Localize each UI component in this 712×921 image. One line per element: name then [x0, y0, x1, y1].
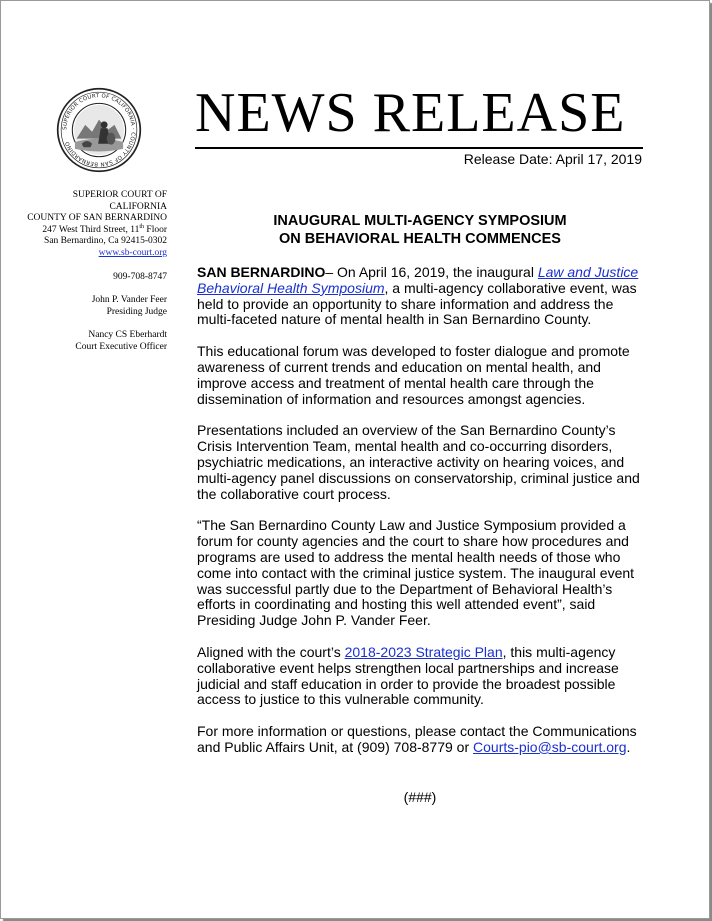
court-name-line: CALIFORNIA — [109, 201, 167, 212]
court-name-line: SUPERIOR COURT OF — [72, 190, 167, 200]
article-title — [197, 212, 643, 248]
paragraph-forum: This educational forum was developed to foster dialogue and promote awareness of current trends and education on mental health, and improve access and treatment of mental health care through the dissemination of information and resources amongst agencies. — [197, 343, 630, 407]
contact-email-link[interactable]: Courts-pio@sb-court.org — [473, 738, 627, 755]
presiding-judge-name: John P. Vander Feer — [91, 295, 167, 306]
court-info-sidebar — [19, 190, 167, 354]
court-phone: 909-708-8747 — [113, 271, 167, 282]
header-divider — [195, 147, 643, 149]
court-city: San Bernardino, Ca 92415-0302 — [44, 236, 167, 247]
paragraph-intro: SAN BERNARDINO– On April 16, 2019, the inaugural Law and Justice Behavioral Health Symposium, a multi-agency collaborative event, was held to provide an opportunity to share information and address the multi-faceted nature of mental health in San Bernardino County. — [197, 264, 639, 328]
symposium-link[interactable]: Law and Justice Behavioral Health Symposium — [197, 264, 639, 296]
end-mark: (###) — [403, 789, 437, 805]
news-release-heading: NEWS RELEASE — [195, 82, 626, 144]
paragraph-strategic-plan: Aligned with the court’s 2018-2023 Strategic Plan, this multi-agency collaborative event helps strengthen local partnerships and increase judicial and staff education in order to provide the broadest possible access to justice to this vulnerable community. — [197, 643, 619, 708]
dateline: SAN BERNARDINO — [197, 264, 326, 280]
article-body — [197, 265, 647, 772]
release-date: Release Date: April 17, 2019 — [463, 151, 642, 167]
paragraph-presentations: Presentations included an overview of the San Bernardino County’s Crisis Intervention Team, mental health and co-occurring disorders, psychiatric medications, an interactive activity on hearing voices, and multi-agency panel discussions on conservatorship, criminal justice and the collaborative court process. — [197, 422, 640, 502]
court-website-link[interactable]: www.sb-court.org — [98, 247, 167, 258]
strategic-plan-link[interactable]: 2018-2023 Strategic Plan — [344, 643, 503, 660]
paragraph-quote: “The San Bernardino County Law and Justice Symposium provided a forum for county agencies and the court to share how procedures and programs are used to address the mental health needs of those who come into contact with the criminal justice system. The inaugural event was successful partly due to the Department of Behavioral Health’s efforts in coordinating and hosting this well attended event”, said Presiding Judge John P. Vander Feer. — [197, 517, 635, 629]
presiding-judge-title: Presiding Judge — [106, 306, 167, 317]
executive-officer-name: Nancy CS Eberhardt — [88, 330, 167, 341]
executive-officer-title: Court Executive Officer — [75, 341, 167, 352]
article-title-line: ON BEHAVIORAL HEALTH COMMENCES — [279, 231, 561, 247]
paragraph-contact: For more information or questions, please contact the Communications and Public Affairs Unit, at (909) 708-8779 or Courts-pio@sb-court.org. — [197, 723, 637, 755]
svg-text:SUPERIOR COURT OF CALIFORNIA ·: SUPERIOR COURT OF CALIFORNIA · COUNTY OF SAN BERNARDINO — [62, 93, 136, 167]
article-title-line: INAUGURAL MULTI-AGENCY SYMPOSIUM — [273, 213, 567, 229]
court-seal-icon — [56, 87, 142, 173]
court-name-line: COUNTY OF SAN BERNARDINO — [27, 213, 167, 224]
court-address: 247 West Third Street, 11th Floor — [42, 223, 167, 235]
